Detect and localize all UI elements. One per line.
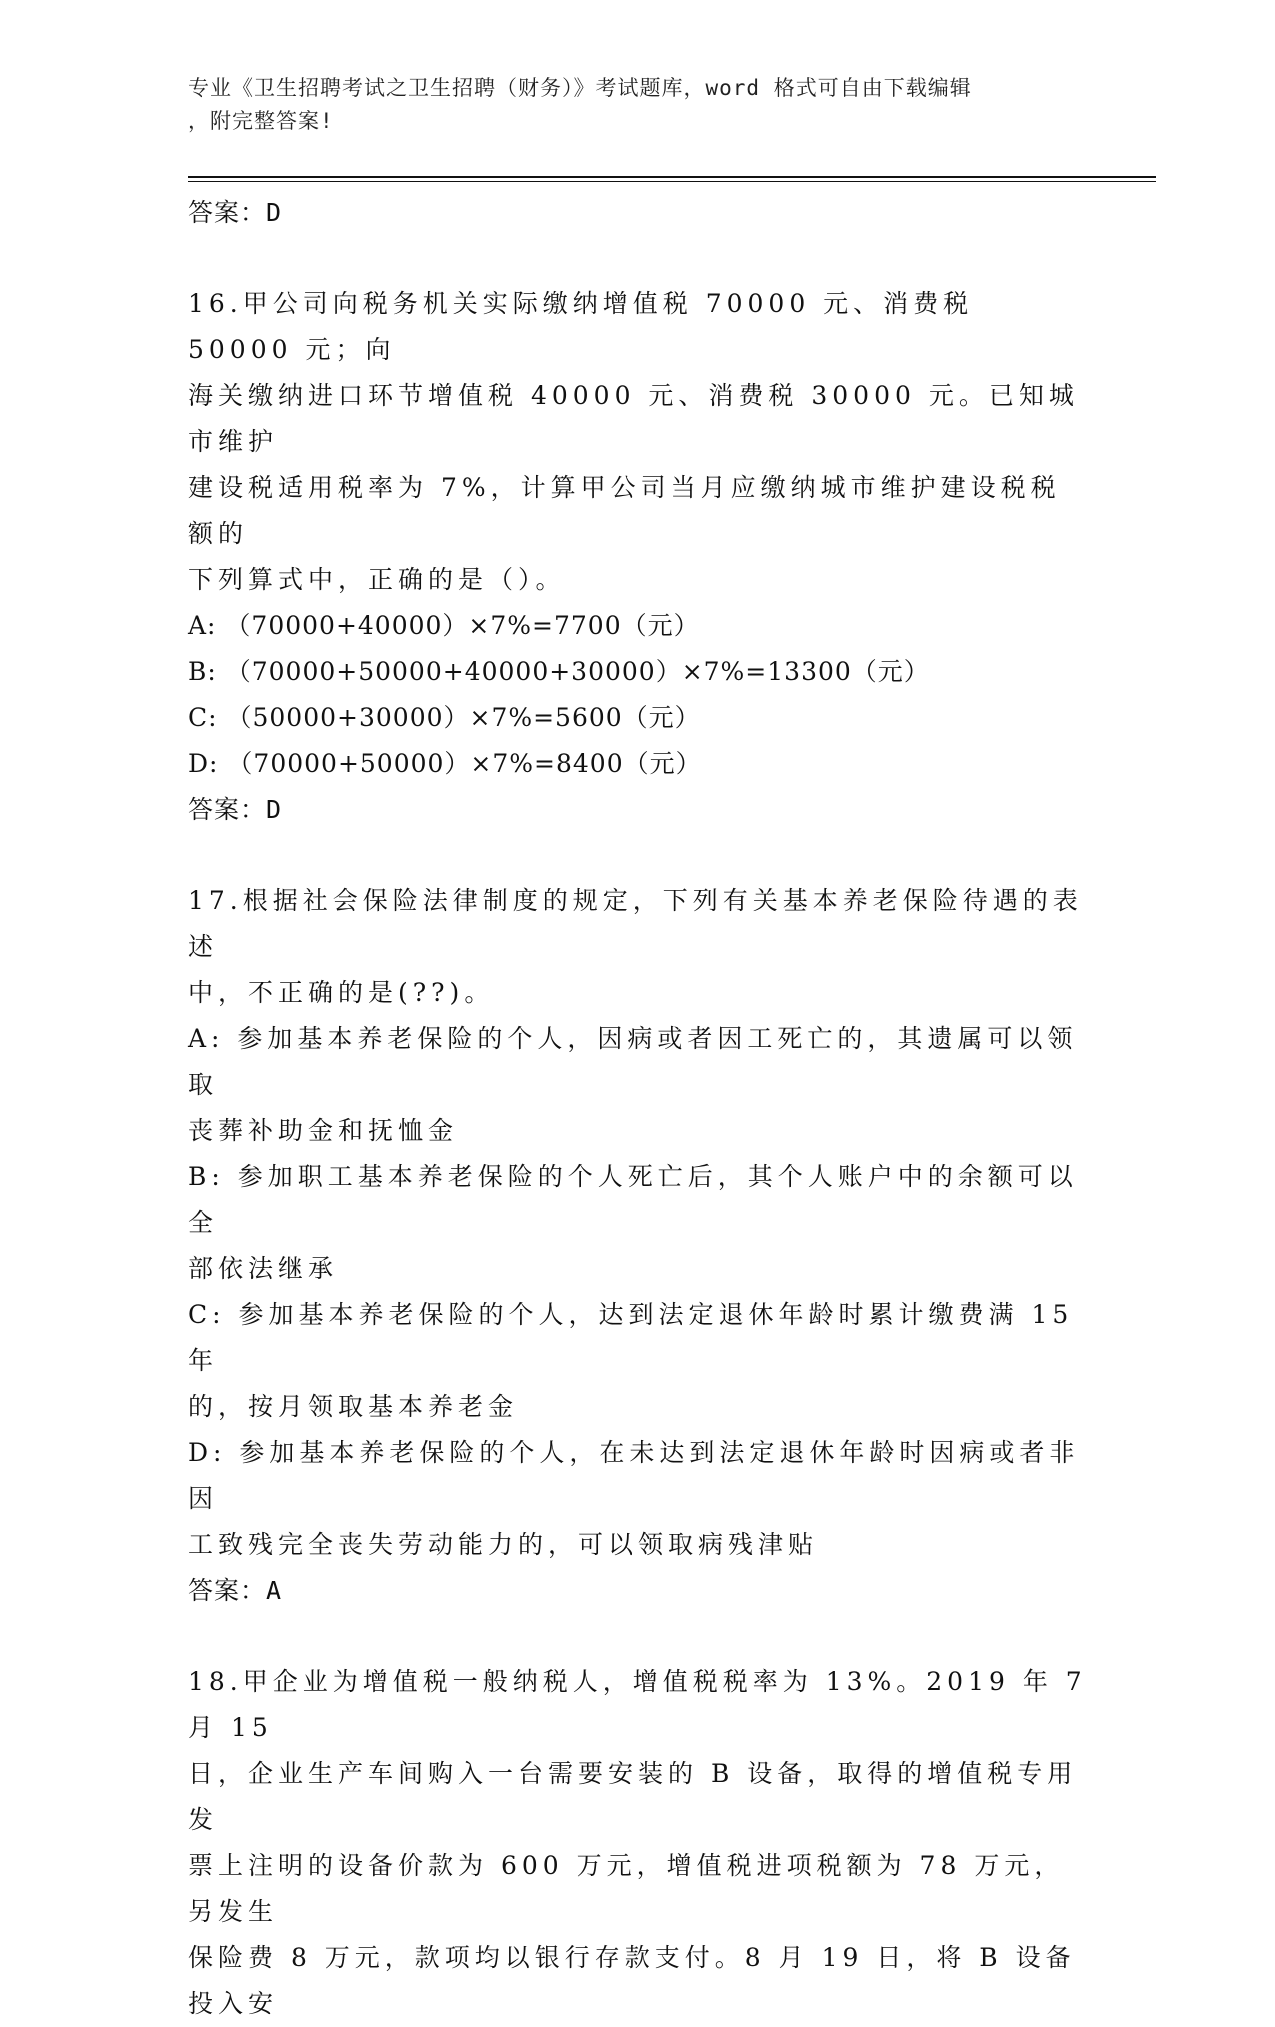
- question-17-option-a-line-2: 丧葬补助金和抚恤金: [188, 1116, 459, 1145]
- spacer: [188, 236, 1088, 281]
- question-17-option-d-line-2: 工致残完全丧失劳动能力的，可以领取病残津贴: [188, 1530, 819, 1559]
- header-line-2: ，附完整答案!: [188, 109, 334, 133]
- question-16-option-b: B: （70000+50000+40000+30000）×7%=13300（元）: [188, 657, 930, 686]
- answer-17: 答案：A: [188, 1576, 283, 1605]
- question-17-option-d-line-1: D: 参加基本养老保险的个人，在未达到法定退休年龄时因病或者非因: [188, 1438, 1080, 1513]
- question-17-option-b-line-1: B: 参加职工基本养老保险的个人死亡后，其个人账户中的余额可以全: [188, 1162, 1078, 1237]
- question-18: [188, 1659, 1100, 2027]
- question-16-line-4: 下列算式中，正确的是（）。: [188, 565, 566, 594]
- question-16-option-c: C: （50000+30000）×7%=5600（元）: [188, 703, 701, 732]
- spacer: [188, 833, 1088, 878]
- question-16: [188, 281, 1088, 833]
- header-divider-thick: [188, 176, 1156, 178]
- question-17-line-2: 中，不正确的是(??)。: [188, 978, 495, 1007]
- page-header: [188, 72, 1088, 138]
- question-16-option-d: D: （70000+50000）×7%=8400（元）: [188, 749, 702, 778]
- question-16-line-1: 16.甲公司向税务机关实际缴纳增值税 70000 元、消费税 50000 元；向: [188, 289, 987, 364]
- header-divider-thin: [188, 181, 1156, 182]
- question-18-line-4: 保险费 8 万元，款项均以银行存款支付。8 月 19 日，将 B 设备投入安: [188, 1943, 1076, 2018]
- question-17-option-b-line-2: 部依法继承: [188, 1254, 339, 1283]
- question-18-line-1: 18.甲企业为增值税一般纳税人，增值税税率为 13%。2019 年 7 月 15: [188, 1667, 1100, 1742]
- answer-15: 答案：D: [188, 198, 283, 227]
- question-17: [188, 878, 1088, 1614]
- question-16-line-2: 海关缴纳进口环节增值税 40000 元、消费税 30000 元。已知城市维护: [188, 381, 1079, 456]
- spacer: [188, 1614, 1088, 1659]
- question-18-line-2: 日，企业生产车间购入一台需要安装的 B 设备，取得的增值税专用发: [188, 1759, 1078, 1834]
- question-17-option-a-line-1: A: 参加基本养老保险的个人，因病或者因工死亡的，其遗属可以领取: [188, 1024, 1078, 1099]
- question-17-line-1: 17.根据社会保险法律制度的规定，下列有关基本养老保险待遇的表述: [188, 886, 1083, 961]
- question-16-line-3: 建设税适用税率为 7%，计算甲公司当月应缴纳城市维护建设税税额的: [188, 473, 1061, 548]
- question-18-line-3: 票上注明的设备价款为 600 万元，增值税进项税额为 78 万元，另发生: [188, 1851, 1065, 1926]
- question-16-option-a: A: （70000+40000）×7%=7700（元）: [188, 611, 700, 640]
- question-17-option-c-line-1: C: 参加基本养老保险的个人，达到法定退休年龄时累计缴费满 15 年: [188, 1300, 1087, 1375]
- question-17-option-c-line-2: 的，按月领取基本养老金: [188, 1392, 519, 1421]
- document-body: [188, 190, 1100, 2027]
- header-line-1: 专业《卫生招聘考试之卫生招聘（财务）》考试题库，word 格式可自由下载编辑: [188, 76, 972, 100]
- answer-16: 答案：D: [188, 795, 283, 824]
